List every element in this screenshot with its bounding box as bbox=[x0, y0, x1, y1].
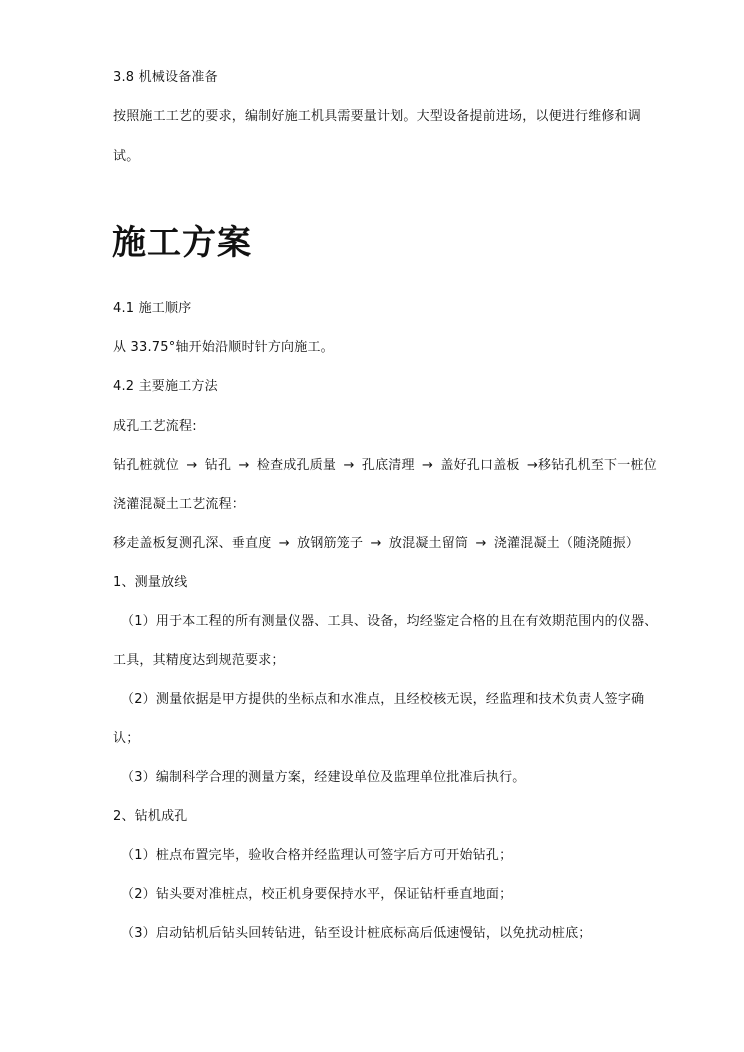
section-4-1-text: 从 33.75°轴开始沿顺时针方向施工。 bbox=[113, 340, 334, 355]
flow-1-steps: 钻孔桩就位 → 钻孔 → 检查成孔质量 → 孔底清理 → 盖好孔口盖板 →移钻孔机至下一桩位 bbox=[113, 458, 657, 473]
flow-2-label: 浇灌混凝土工艺流程： bbox=[113, 497, 246, 512]
item-1-p2-line-1: （2）测量依据是甲方提供的坐标点和水准点，且经校核无误，经监理和技术负责人签字确 bbox=[121, 692, 645, 707]
item-2-p2: （2）钻头要对准桩点，校正机身要保持水平，保证钻杆垂直地面； bbox=[121, 887, 513, 902]
item-1-p2-line-2: 认； bbox=[113, 731, 140, 746]
section-3-8-paragraph-line-2: 试。 bbox=[113, 149, 140, 164]
item-2-p3: （3）启动钻机后钻头回转钻进，钻至设计桩底标高后低速慢钻，以免扰动桩底； bbox=[121, 926, 592, 941]
item-2-title: 2、钻机成孔 bbox=[113, 809, 188, 824]
item-1-p1-line-1: （1）用于本工程的所有测量仪器、工具、设备，均经鉴定合格的且在有效期范围内的仪器、 bbox=[121, 614, 658, 629]
item-1-title: 1、测量放线 bbox=[113, 575, 188, 590]
item-2-p1: （1）桩点布置完毕，验收合格并经监理认可签字后方可开始钻孔； bbox=[121, 848, 513, 863]
flow-2-steps: 移走盖板复测孔深、垂直度 → 放钢筋笼子 → 放混凝土留筒 → 浇灌混凝土（随浇随振） bbox=[113, 536, 640, 551]
section-3-8-paragraph-line-1: 按照施工工艺的要求，编制好施工机具需要量计划。大型设备提前进场，以便进行维修和调 bbox=[113, 109, 642, 124]
section-4-2-title: 4.2 主要施工方法 bbox=[113, 379, 218, 394]
section-3-8-title: 3.8 机械设备准备 bbox=[113, 70, 218, 85]
item-1-p1-line-2: 工具，其精度达到规范要求； bbox=[113, 653, 285, 668]
flow-1-label: 成孔工艺流程: bbox=[113, 419, 197, 434]
chapter-title: 施工方案 bbox=[112, 223, 252, 263]
item-1-p3: （3）编制科学合理的测量方案，经建设单位及监理单位批准后执行。 bbox=[121, 770, 526, 785]
section-4-1-title: 4.1 施工顺序 bbox=[113, 301, 192, 316]
